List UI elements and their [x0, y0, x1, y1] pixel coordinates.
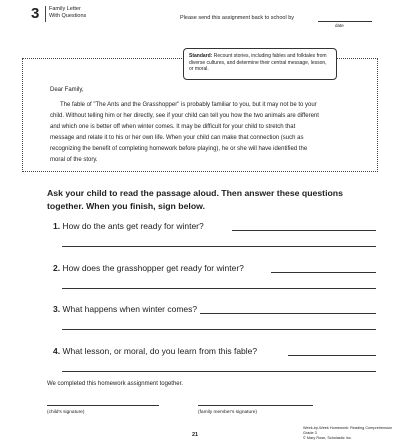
send-back-text: Please send this assignment back to school by — [180, 15, 295, 21]
child-signature-label: (child's signature) — [47, 410, 85, 415]
question-text: How do the ants get ready for winter? — [62, 221, 204, 231]
lesson-title — [45, 6, 95, 22]
instructions: Ask your child to read the passage aloud. Then answer these questions together. When you finish, sign below. — [47, 188, 343, 211]
standard-box — [183, 48, 337, 80]
lesson-title-line2: With Questions — [49, 13, 87, 19]
date-label: date — [335, 23, 344, 28]
question-number: 3. — [53, 304, 61, 314]
question-number: 1. — [53, 221, 61, 231]
question-2 — [53, 263, 244, 273]
question-3 — [53, 304, 197, 314]
question-text: What lesson, or moral, do you learn from this fable? — [62, 346, 258, 356]
letter-salutation: Dear Family, — [50, 87, 84, 93]
answer-line[interactable] — [62, 329, 376, 330]
answer-line[interactable] — [62, 288, 376, 289]
letter-body: The fable of "The Ants and the Grasshopper" is probably familiar to you, but it may not be to your child. Without telling him or her directly, see if your child can tell you how the two animals are different and which one is better off when winter comes. It may be difficult for your child to stretch that message and relate it to his or her own life. When your child can make that connection (such as recognizing the benefit of completing homework before playing), he or she will have identified the moral of the story. — [50, 102, 319, 163]
question-text: How does the grasshopper get ready for winter? — [62, 263, 244, 273]
answer-line[interactable] — [62, 371, 376, 372]
page-header — [0, 0, 400, 40]
answer-line[interactable] — [288, 355, 376, 356]
lesson-number: 3 — [31, 5, 40, 22]
credit-line-2: © Mary Rose, Scholastic Inc. — [303, 436, 352, 440]
completed-statement: We completed this homework assignment together. — [47, 381, 183, 387]
lesson-title-line1: Family Letter — [49, 6, 81, 12]
question-4 — [53, 346, 257, 356]
standard-text: Recount stories, including fables and folktales from diverse cultures, and determine their central message, lesson, or moral. — [189, 53, 327, 72]
credit-line — [303, 426, 400, 441]
page-number: 21 — [192, 432, 199, 438]
answer-line[interactable] — [271, 272, 376, 273]
question-number: 2. — [53, 263, 61, 273]
answer-line[interactable] — [232, 230, 376, 231]
family-letter — [50, 85, 320, 170]
due-date-line — [318, 21, 372, 22]
child-signature-line[interactable] — [47, 405, 159, 406]
family-signature-line[interactable] — [198, 405, 313, 406]
question-1 — [53, 221, 204, 231]
credit-line-1: Week-by-Week Homework: Reading Comprehension Grade 3 — [303, 426, 393, 435]
question-number: 4. — [53, 346, 61, 356]
standard-label: Standard: — [189, 53, 213, 59]
answer-line[interactable] — [62, 246, 376, 247]
answer-line[interactable] — [200, 313, 376, 314]
question-text: What happens when winter comes? — [62, 304, 198, 314]
family-signature-label: (family member's signature) — [198, 410, 258, 415]
